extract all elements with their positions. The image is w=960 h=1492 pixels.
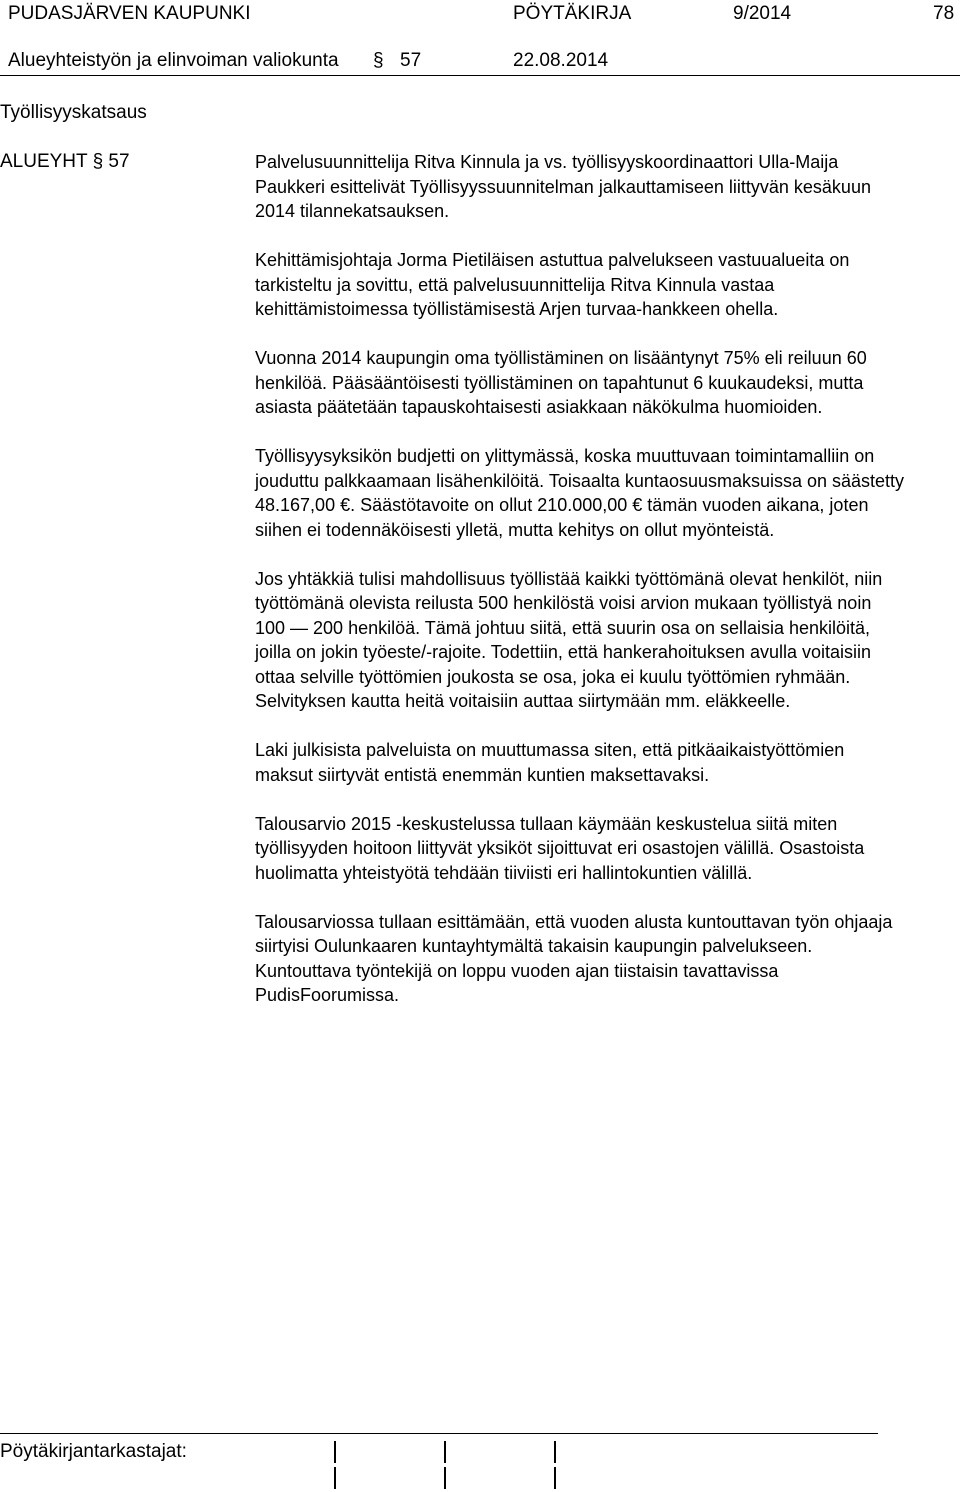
paragraph: Talousarvio 2015 -keskustelussa tullaan käymään keskustelua siitä miten työllisyyden hoitoon liittyvät yksiköt sijoittuvat eri osastojen välillä. Osastoista huolimatta yhteistyötä tehdään tiiviisti eri hallintokuntien välillä. xyxy=(255,813,865,883)
section-code: ALUEYHT § 57 xyxy=(0,151,130,172)
municipality-name: PUDASJÄRVEN KAUPUNKI xyxy=(8,3,251,24)
agenda-subject: Työllisyyskatsaus xyxy=(0,102,147,123)
signature-field-6[interactable] xyxy=(554,1467,556,1489)
minutes-body xyxy=(255,150,905,1032)
header-row-1 xyxy=(8,2,955,26)
paragraph: Työllisyysyksikön budjetti on ylittymässä, koska muuttuvaan toimintamalliin on jouduttu palkkaamaan lisähenkilöitä. Toisaalta kuntaosuusmaksuissa on säästetty 48.167,00 €. Säästötavoite on ollut 210.000,00 € tämän vuoden aikana, joten siihen ei todennäköisesti ylletä, mutta kehitys on ollut myönteistä. xyxy=(255,446,905,540)
signature-field-5[interactable] xyxy=(444,1467,446,1489)
meeting-date: 22.08.2014 xyxy=(513,50,609,71)
signature-field-1[interactable] xyxy=(334,1441,336,1463)
committee-name: Alueyhteistyön ja elinvoiman valiokunta xyxy=(8,50,339,71)
paragraph: Talousarviossa tullaan esittämään, että vuoden alusta kuntouttavan työn ohjaaja siirtyisi Oulunkaaren kuntayhtymältä takaisin kaupungin palvelukseen. Kuntouttava työntekijä on loppu vuoden ajan tiistaisin tavattavissa PudisFoorumissa. xyxy=(255,911,893,1005)
paragraph: Jos yhtäkkiä tulisi mahdollisuus työllistää kaikki työttömänä olevat henkilöt, niin työttömänä olevista reilusta 500 henkilöstä voisi arvion mukaan työllistyä noin 100 — 200 henkilöä. Tämä johtuu siitä, että suurin osa on sellaisia henkilöitä, joilla on jokin työeste/-rajoite. Todettiin, että hankerahoituksen avulla voitaisiin ottaa selville työttömien joukosta se osa, joka ei kuulu työttömien ryhmään. Selvityksen kautta heitä voitaisiin auttaa siirtymään mm. eläkkeelle. xyxy=(255,568,883,711)
document-number: 9/2014 xyxy=(733,3,792,24)
inspectors-label: Pöytäkirjantarkastajat: xyxy=(0,1441,187,1462)
signature-field-2[interactable] xyxy=(444,1441,446,1463)
section-number: 57 xyxy=(400,50,422,71)
section-mark: § xyxy=(373,50,384,71)
page-number: 78 xyxy=(933,3,955,24)
signature-field-4[interactable] xyxy=(334,1467,336,1489)
paragraph: Vuonna 2014 kaupungin oma työllistäminen on lisääntynyt 75% eli reiluun 60 henkilöä. Pääsääntöisesti työllistäminen on tapahtunut 6 kuukaudeksi, mutta asiasta päätetään tapauskohtaisesti asiakkaan näkökulma huomioiden. xyxy=(255,348,867,417)
document-type: PÖYTÄKIRJA xyxy=(513,3,632,24)
paragraph: Palvelusuunnittelija Ritva Kinnula ja vs. työllisyyskoordinaattori Ulla-Maija Paukkeri esittelivät Työllisyyssuunnitelman jalkauttamiseen liittyvän kesäkuun 2014 tilannekatsauksen. xyxy=(255,152,871,221)
header-divider xyxy=(0,75,960,76)
paragraph: Laki julkisista palveluista on muuttumassa siten, että pitkäaikaistyöttömien maksut siirtyvät entistä enemmän kuntien maksettavaksi. xyxy=(255,740,845,785)
header-row-2 xyxy=(8,49,952,73)
paragraph: Kehittämisjohtaja Jorma Pietiläisen astuttua palvelukseen vastuualueita on tarkisteltu ja sovittu, että palvelusuunnittelija Ritva Kinnula vastaa kehittämistoimessa työllistämisestä Arjen turvaa-hankkeen ohella. xyxy=(255,250,850,319)
signature-field-3[interactable] xyxy=(554,1441,556,1463)
footer-divider xyxy=(0,1433,878,1434)
